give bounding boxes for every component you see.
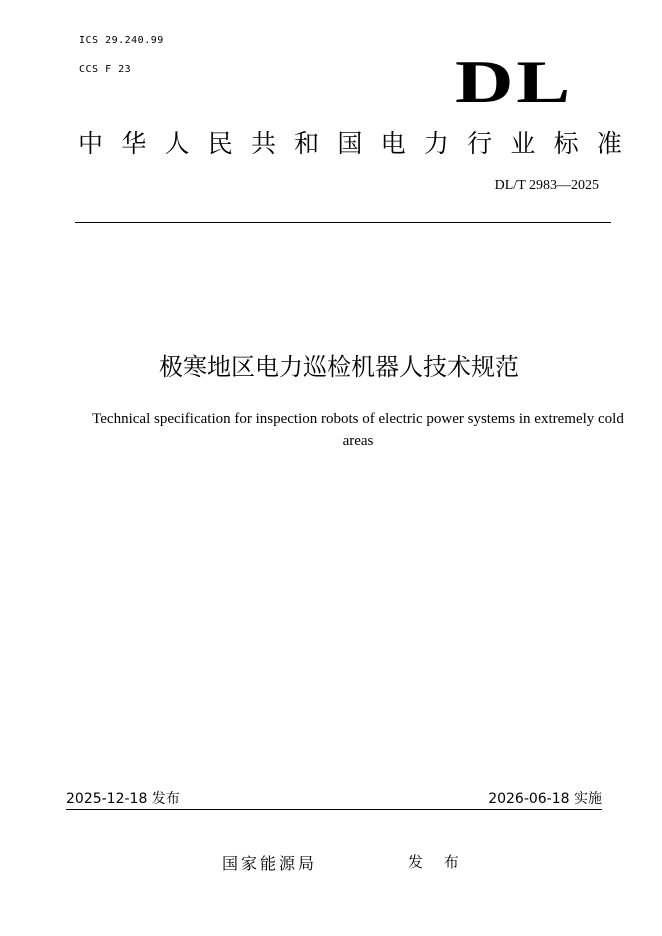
footer-divider (66, 809, 602, 810)
ccs-code: CCS F 23 (79, 64, 132, 75)
industry-char: 电 (380, 129, 406, 158)
industry-char: 国 (337, 129, 363, 158)
industry-char: 民 (207, 129, 233, 158)
header-divider (75, 222, 611, 223)
ics-code: ICS 29.240.99 (79, 35, 164, 46)
industry-char: 人 (164, 129, 190, 158)
industry-char: 和 (294, 129, 320, 158)
publish-date: 2025-12-18 发布 (66, 791, 180, 807)
document-title-chinese: 极寒地区电力巡检机器人技术规范 (159, 353, 519, 381)
industry-char: 华 (121, 129, 147, 158)
industry-char: 标 (553, 129, 579, 158)
industry-standard-title (78, 127, 622, 161)
dl-logo: DL (455, 49, 573, 115)
document-title-english: Technical specification for inspection robots of electric power systems in extremely cold areas (92, 411, 624, 449)
issuing-authority: 国家能源局 (222, 854, 318, 873)
implementation-date: 2026-06-18 实施 (488, 791, 602, 807)
industry-char: 准 (596, 129, 622, 158)
issue-label: 发 布 (408, 853, 467, 871)
industry-char: 中 (78, 129, 104, 158)
industry-char: 业 (510, 129, 536, 158)
industry-char: 力 (423, 129, 449, 158)
industry-char: 行 (467, 129, 493, 158)
industry-char: 共 (250, 129, 276, 158)
standard-number: DL/T 2983—2025 (494, 178, 599, 193)
